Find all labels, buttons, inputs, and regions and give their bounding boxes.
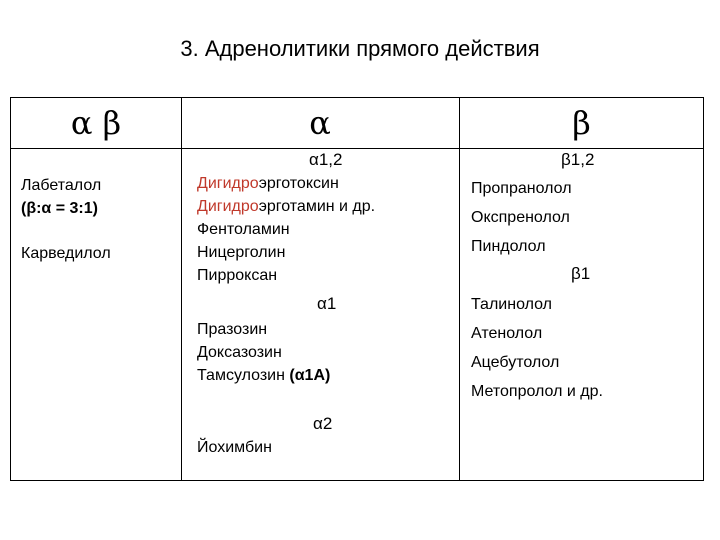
drug-pindolol: Пиндолол xyxy=(471,238,546,255)
drug-table xyxy=(10,97,704,481)
drug-atenolol: Атенолол xyxy=(471,325,543,342)
page-title: 3. Адренолитики прямого действия xyxy=(180,36,540,61)
alpha-2-list xyxy=(197,436,272,459)
drug-talinolol: Талинолол xyxy=(471,296,553,313)
drug-propranolol: Пропранолол xyxy=(471,180,572,197)
drug-tamsulosin: Тамсулозин (α1А) xyxy=(197,367,331,384)
drug-labetalol: Лабеталол xyxy=(21,177,102,194)
header-alpha: α xyxy=(309,104,331,142)
beta-1-list xyxy=(471,290,603,406)
subheader-alpha-1-2: α1,2 xyxy=(309,150,343,169)
drug-dihydroergotamine: Дигидроэрготамин и др. xyxy=(197,198,376,215)
column-divider xyxy=(181,98,182,480)
subheader-beta-1-2: β1,2 xyxy=(561,150,595,169)
drug-prazosin: Празозин xyxy=(197,321,268,338)
alpha-1-list xyxy=(197,318,330,387)
subheader-beta-1: β1 xyxy=(571,264,591,283)
beta-1-2-list xyxy=(471,174,572,261)
drug-dihydroergotoxin: Дигидроэрготоксин xyxy=(197,175,339,192)
drug-metoprolol: Метопролол и др. xyxy=(471,383,603,400)
drug-acebutolol: Ацебутолол xyxy=(471,354,560,371)
subheader-alpha-2: α2 xyxy=(313,414,333,433)
drug-pyrroxan: Пирроксан xyxy=(197,267,278,284)
ratio-note: (β:α = 3:1) xyxy=(21,200,98,217)
header-divider xyxy=(11,148,703,149)
drug-yohimbine: Йохимбин xyxy=(197,439,272,456)
subheader-alpha-1: α1 xyxy=(317,294,337,313)
drug-carvedilol: Карведилол xyxy=(21,245,111,262)
drug-doxazosin: Доксазозин xyxy=(197,344,282,361)
alpha-beta-blockers-list xyxy=(21,174,111,265)
prefix-red: Дигидро xyxy=(197,175,259,192)
drug-phentolamine: Фентоламин xyxy=(197,221,290,238)
alpha-1-2-list xyxy=(197,172,375,287)
column-divider xyxy=(459,98,460,480)
drug-nicergoline: Ницерголин xyxy=(197,244,286,261)
header-beta: β xyxy=(572,104,591,142)
prefix-red: Дигидро xyxy=(197,198,259,215)
header-alpha-beta: α β xyxy=(70,104,122,142)
drug-oxprenolol: Окспренолол xyxy=(471,209,570,226)
